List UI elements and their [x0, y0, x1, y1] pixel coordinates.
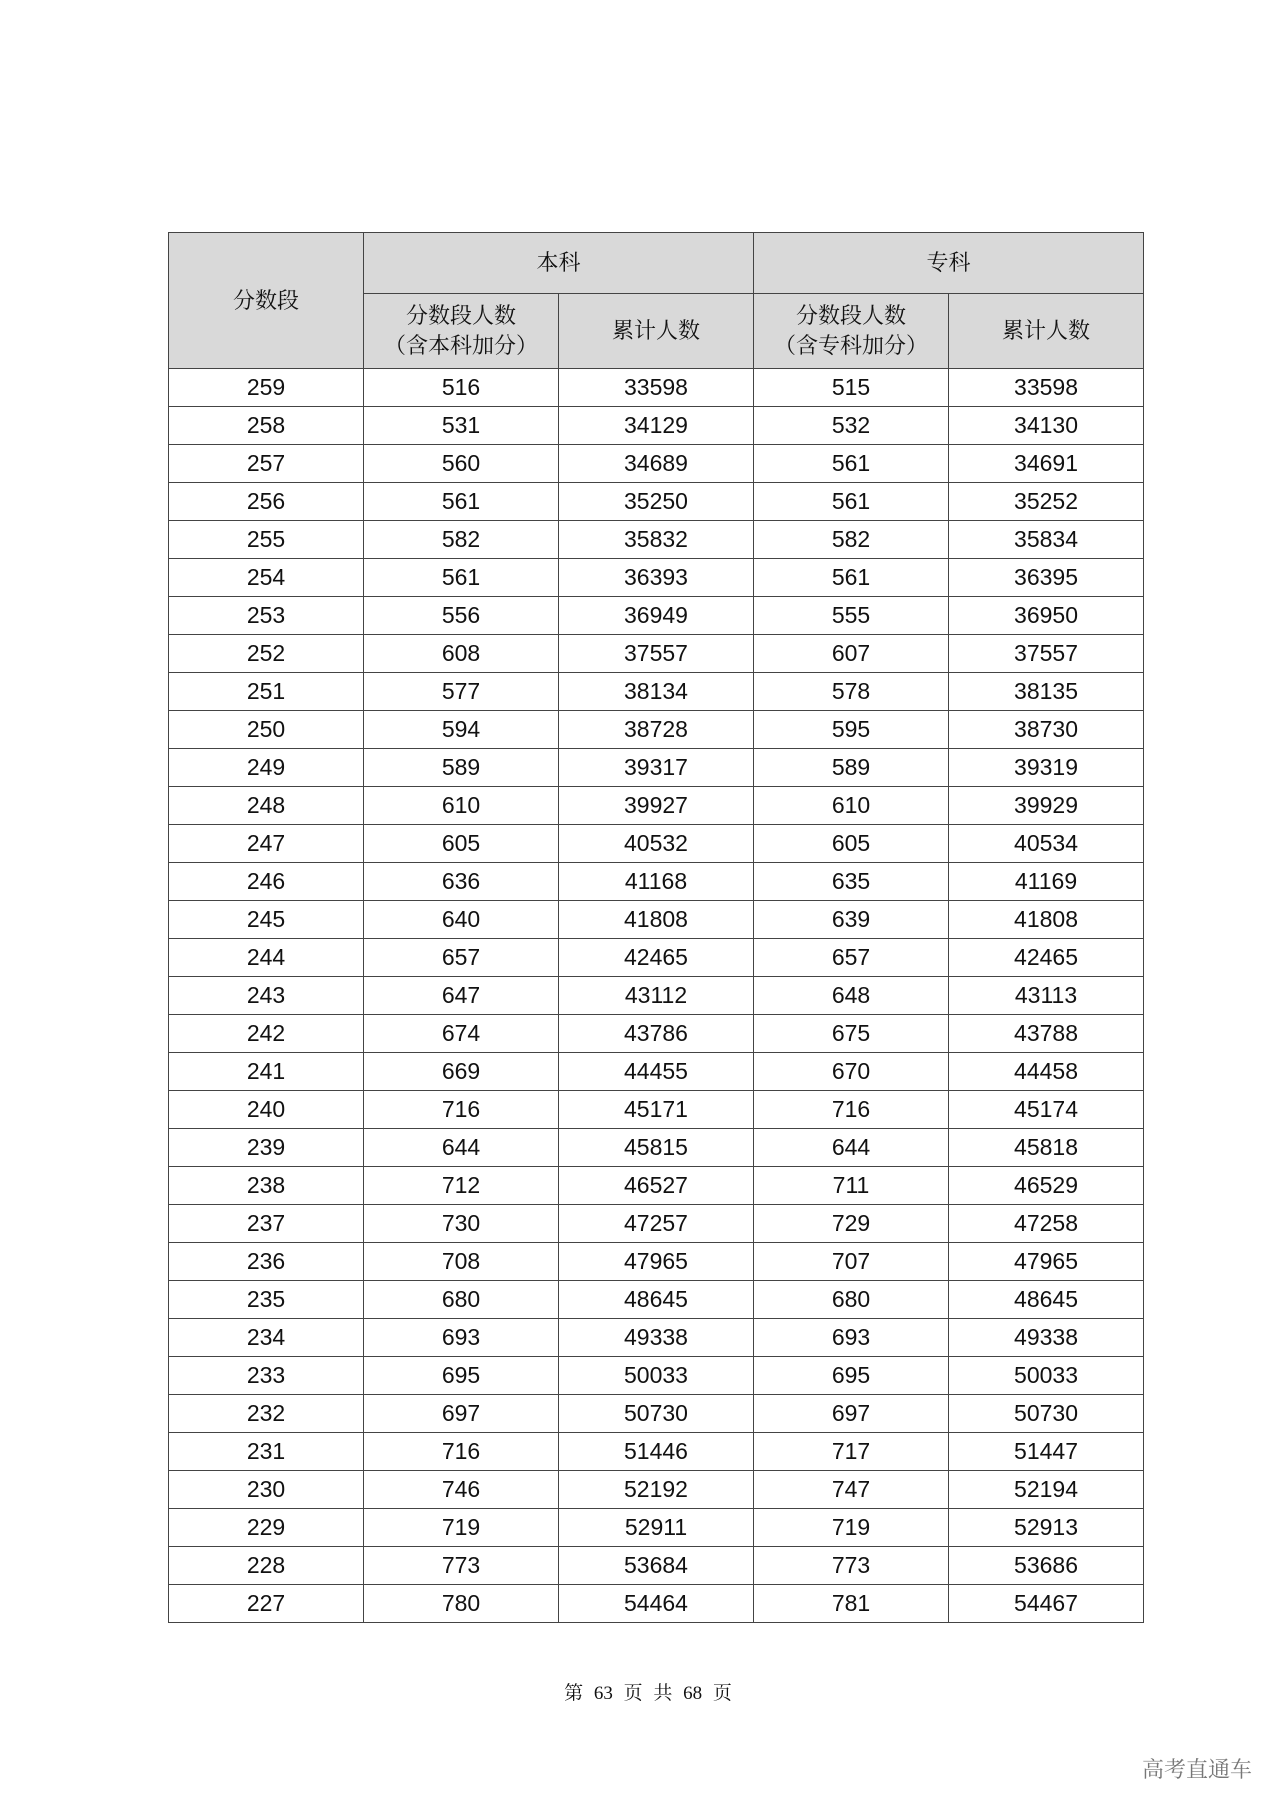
- cell-undergrad-count: 669: [364, 1053, 559, 1091]
- cell-undergrad-count: 680: [364, 1281, 559, 1319]
- cell-junior-cumulative: 51447: [949, 1433, 1144, 1471]
- cell-junior-cumulative: 52913: [949, 1509, 1144, 1547]
- cell-undergrad-count: 560: [364, 445, 559, 483]
- cell-undergrad-cumulative: 39317: [559, 749, 754, 787]
- table-row: [169, 1053, 1144, 1091]
- cell-undergrad-cumulative: 41808: [559, 901, 754, 939]
- cell-junior-cumulative: 36950: [949, 597, 1144, 635]
- cell-junior-cumulative: 54467: [949, 1585, 1144, 1623]
- cell-score: 238: [169, 1167, 364, 1205]
- header-undergrad-cumulative: 累计人数: [559, 294, 754, 369]
- cell-junior-count: 693: [754, 1319, 949, 1357]
- cell-undergrad-cumulative: 49338: [559, 1319, 754, 1357]
- cell-undergrad-count: 695: [364, 1357, 559, 1395]
- cell-undergrad-cumulative: 40532: [559, 825, 754, 863]
- cell-junior-cumulative: 43113: [949, 977, 1144, 1015]
- cell-junior-count: 589: [754, 749, 949, 787]
- cell-junior-cumulative: 47258: [949, 1205, 1144, 1243]
- cell-junior-cumulative: 37557: [949, 635, 1144, 673]
- cell-junior-count: 711: [754, 1167, 949, 1205]
- cell-undergrad-count: 674: [364, 1015, 559, 1053]
- cell-undergrad-count: 719: [364, 1509, 559, 1547]
- table-row: [169, 369, 1144, 407]
- cell-undergrad-cumulative: 33598: [559, 369, 754, 407]
- header-score: 分数段: [169, 233, 364, 369]
- cell-junior-cumulative: 52194: [949, 1471, 1144, 1509]
- cell-junior-cumulative: 39929: [949, 787, 1144, 825]
- table-row: [169, 939, 1144, 977]
- cell-score: 245: [169, 901, 364, 939]
- cell-undergrad-count: 657: [364, 939, 559, 977]
- cell-score: 237: [169, 1205, 364, 1243]
- cell-undergrad-count: 697: [364, 1395, 559, 1433]
- cell-undergrad-count: 746: [364, 1471, 559, 1509]
- header-undergrad-count: [364, 294, 559, 369]
- cell-junior-count: 607: [754, 635, 949, 673]
- cell-score: 241: [169, 1053, 364, 1091]
- cell-undergrad-cumulative: 46527: [559, 1167, 754, 1205]
- cell-junior-cumulative: 45818: [949, 1129, 1144, 1167]
- table-row: [169, 1471, 1144, 1509]
- cell-undergrad-count: 708: [364, 1243, 559, 1281]
- cell-junior-count: 707: [754, 1243, 949, 1281]
- cell-junior-count: 657: [754, 939, 949, 977]
- cell-score: 242: [169, 1015, 364, 1053]
- cell-score: 249: [169, 749, 364, 787]
- page-number: 第 63 页 共 68 页: [564, 1683, 732, 1704]
- table-row: [169, 787, 1144, 825]
- cell-junior-count: 578: [754, 673, 949, 711]
- cell-undergrad-cumulative: 43112: [559, 977, 754, 1015]
- table-row: [169, 1129, 1144, 1167]
- cell-score: 230: [169, 1471, 364, 1509]
- cell-undergrad-count: 577: [364, 673, 559, 711]
- cell-undergrad-cumulative: 34129: [559, 407, 754, 445]
- cell-junior-cumulative: 53686: [949, 1547, 1144, 1585]
- table-row: [169, 1509, 1144, 1547]
- cell-score: 257: [169, 445, 364, 483]
- cell-undergrad-cumulative: 45815: [559, 1129, 754, 1167]
- cell-score: 236: [169, 1243, 364, 1281]
- cell-junior-cumulative: 42465: [949, 939, 1144, 977]
- cell-undergrad-cumulative: 42465: [559, 939, 754, 977]
- cell-score: 234: [169, 1319, 364, 1357]
- cell-junior-count: 555: [754, 597, 949, 635]
- cell-junior-cumulative: 41169: [949, 863, 1144, 901]
- table-row: [169, 483, 1144, 521]
- cell-junior-count: 532: [754, 407, 949, 445]
- table-row: [169, 749, 1144, 787]
- cell-junior-count: 605: [754, 825, 949, 863]
- cell-junior-count: 639: [754, 901, 949, 939]
- cell-junior-cumulative: 50730: [949, 1395, 1144, 1433]
- cell-score: 231: [169, 1433, 364, 1471]
- cell-junior-count: 680: [754, 1281, 949, 1319]
- cell-junior-count: 561: [754, 559, 949, 597]
- cell-junior-cumulative: 35834: [949, 521, 1144, 559]
- table-row: [169, 1167, 1144, 1205]
- cell-undergrad-count: 693: [364, 1319, 559, 1357]
- cell-junior-cumulative: 39319: [949, 749, 1144, 787]
- table-row: [169, 635, 1144, 673]
- cell-junior-cumulative: 45174: [949, 1091, 1144, 1129]
- cell-undergrad-cumulative: 39927: [559, 787, 754, 825]
- cell-undergrad-count: 647: [364, 977, 559, 1015]
- cell-score: 244: [169, 939, 364, 977]
- header-undergrad: 本科: [364, 233, 754, 294]
- table-row: [169, 825, 1144, 863]
- cell-junior-cumulative: 47965: [949, 1243, 1144, 1281]
- cell-junior-count: 610: [754, 787, 949, 825]
- cell-junior-cumulative: 43788: [949, 1015, 1144, 1053]
- cell-junior-count: 729: [754, 1205, 949, 1243]
- cell-junior-cumulative: 38730: [949, 711, 1144, 749]
- cell-undergrad-count: 605: [364, 825, 559, 863]
- table-row: [169, 521, 1144, 559]
- cell-score: 251: [169, 673, 364, 711]
- table-row: [169, 1205, 1144, 1243]
- cell-undergrad-cumulative: 54464: [559, 1585, 754, 1623]
- table-row: [169, 1357, 1144, 1395]
- cell-undergrad-count: 730: [364, 1205, 559, 1243]
- cell-undergrad-cumulative: 38728: [559, 711, 754, 749]
- header-line: 分数段人数: [405, 303, 516, 328]
- table-row: [169, 1585, 1144, 1623]
- cell-junior-cumulative: 34130: [949, 407, 1144, 445]
- cell-undergrad-cumulative: 44455: [559, 1053, 754, 1091]
- cell-undergrad-count: 594: [364, 711, 559, 749]
- cell-undergrad-cumulative: 34689: [559, 445, 754, 483]
- cell-junior-cumulative: 34691: [949, 445, 1144, 483]
- cell-junior-count: 747: [754, 1471, 949, 1509]
- cell-junior-count: 644: [754, 1129, 949, 1167]
- cell-junior-count: 561: [754, 483, 949, 521]
- cell-undergrad-cumulative: 45171: [559, 1091, 754, 1129]
- watermark: 高考直通车: [1141, 1757, 1252, 1782]
- cell-undergrad-cumulative: 50033: [559, 1357, 754, 1395]
- cell-junior-count: 716: [754, 1091, 949, 1129]
- cell-junior-count: 648: [754, 977, 949, 1015]
- cell-score: 253: [169, 597, 364, 635]
- cell-junior-count: 561: [754, 445, 949, 483]
- cell-undergrad-count: 644: [364, 1129, 559, 1167]
- cell-junior-count: 595: [754, 711, 949, 749]
- table-row: [169, 1547, 1144, 1585]
- cell-score: 254: [169, 559, 364, 597]
- cell-junior-count: 717: [754, 1433, 949, 1471]
- table-row: [169, 1319, 1144, 1357]
- cell-undergrad-count: 589: [364, 749, 559, 787]
- cell-score: 247: [169, 825, 364, 863]
- cell-junior-cumulative: 46529: [949, 1167, 1144, 1205]
- table-row: [169, 1433, 1144, 1471]
- cell-junior-cumulative: 35252: [949, 483, 1144, 521]
- cell-undergrad-count: 531: [364, 407, 559, 445]
- table-row: [169, 1091, 1144, 1129]
- cell-junior-count: 697: [754, 1395, 949, 1433]
- cell-junior-cumulative: 48645: [949, 1281, 1144, 1319]
- cell-undergrad-count: 610: [364, 787, 559, 825]
- cell-undergrad-count: 712: [364, 1167, 559, 1205]
- cell-score: 233: [169, 1357, 364, 1395]
- table-row: [169, 863, 1144, 901]
- cell-score: 240: [169, 1091, 364, 1129]
- cell-junior-cumulative: 33598: [949, 369, 1144, 407]
- cell-score: 255: [169, 521, 364, 559]
- cell-undergrad-cumulative: 38134: [559, 673, 754, 711]
- cell-undergrad-count: 716: [364, 1091, 559, 1129]
- cell-undergrad-count: 636: [364, 863, 559, 901]
- cell-undergrad-count: 582: [364, 521, 559, 559]
- cell-undergrad-cumulative: 47965: [559, 1243, 754, 1281]
- table-row: [169, 1243, 1144, 1281]
- cell-score: 250: [169, 711, 364, 749]
- cell-junior-cumulative: 44458: [949, 1053, 1144, 1091]
- cell-score: 252: [169, 635, 364, 673]
- cell-undergrad-cumulative: 50730: [559, 1395, 754, 1433]
- cell-score: 243: [169, 977, 364, 1015]
- cell-undergrad-cumulative: 52192: [559, 1471, 754, 1509]
- table-row: [169, 901, 1144, 939]
- cell-undergrad-cumulative: 48645: [559, 1281, 754, 1319]
- table-row: [169, 1015, 1144, 1053]
- cell-junior-cumulative: 40534: [949, 825, 1144, 863]
- cell-junior-count: 635: [754, 863, 949, 901]
- cell-undergrad-cumulative: 43786: [559, 1015, 754, 1053]
- cell-undergrad-count: 561: [364, 559, 559, 597]
- cell-undergrad-count: 608: [364, 635, 559, 673]
- table-row: [169, 1395, 1144, 1433]
- cell-undergrad-count: 640: [364, 901, 559, 939]
- table-row: [169, 977, 1144, 1015]
- cell-score: 227: [169, 1585, 364, 1623]
- cell-undergrad-count: 561: [364, 483, 559, 521]
- table-row: [169, 711, 1144, 749]
- cell-junior-cumulative: 41808: [949, 901, 1144, 939]
- cell-junior-count: 515: [754, 369, 949, 407]
- cell-junior-count: 773: [754, 1547, 949, 1585]
- cell-undergrad-cumulative: 36949: [559, 597, 754, 635]
- table-row: [169, 445, 1144, 483]
- cell-undergrad-count: 556: [364, 597, 559, 635]
- table-row: [169, 1281, 1144, 1319]
- cell-undergrad-count: 780: [364, 1585, 559, 1623]
- cell-junior-cumulative: 36395: [949, 559, 1144, 597]
- cell-undergrad-count: 773: [364, 1547, 559, 1585]
- cell-junior-count: 695: [754, 1357, 949, 1395]
- cell-score: 259: [169, 369, 364, 407]
- cell-score: 235: [169, 1281, 364, 1319]
- cell-junior-count: 719: [754, 1509, 949, 1547]
- cell-junior-count: 675: [754, 1015, 949, 1053]
- cell-undergrad-cumulative: 35250: [559, 483, 754, 521]
- cell-junior-cumulative: 38135: [949, 673, 1144, 711]
- cell-undergrad-cumulative: 53684: [559, 1547, 754, 1585]
- cell-score: 258: [169, 407, 364, 445]
- cell-junior-cumulative: 50033: [949, 1357, 1144, 1395]
- header-junior: 专科: [754, 233, 1144, 294]
- table-row: [169, 559, 1144, 597]
- header-line: （含专科加分）: [774, 333, 929, 358]
- cell-undergrad-cumulative: 36393: [559, 559, 754, 597]
- cell-score: 239: [169, 1129, 364, 1167]
- cell-junior-count: 582: [754, 521, 949, 559]
- cell-score: 256: [169, 483, 364, 521]
- cell-score: 229: [169, 1509, 364, 1547]
- cell-undergrad-cumulative: 51446: [559, 1433, 754, 1471]
- cell-junior-count: 670: [754, 1053, 949, 1091]
- table-row: [169, 407, 1144, 445]
- header-line: 分数段人数: [796, 303, 907, 328]
- cell-undergrad-cumulative: 52911: [559, 1509, 754, 1547]
- table-row: [169, 597, 1144, 635]
- cell-junior-count: 781: [754, 1585, 949, 1623]
- header-junior-count: [754, 294, 949, 369]
- header-line: （含本科加分）: [383, 333, 538, 358]
- cell-undergrad-cumulative: 47257: [559, 1205, 754, 1243]
- cell-score: 228: [169, 1547, 364, 1585]
- cell-undergrad-cumulative: 35832: [559, 521, 754, 559]
- cell-score: 246: [169, 863, 364, 901]
- cell-undergrad-count: 716: [364, 1433, 559, 1471]
- cell-undergrad-count: 516: [364, 369, 559, 407]
- score-distribution-table: [168, 232, 1144, 1623]
- table-row: [169, 673, 1144, 711]
- header-junior-cumulative: 累计人数: [949, 294, 1144, 369]
- cell-score: 248: [169, 787, 364, 825]
- cell-junior-cumulative: 49338: [949, 1319, 1144, 1357]
- cell-score: 232: [169, 1395, 364, 1433]
- cell-undergrad-cumulative: 41168: [559, 863, 754, 901]
- cell-undergrad-cumulative: 37557: [559, 635, 754, 673]
